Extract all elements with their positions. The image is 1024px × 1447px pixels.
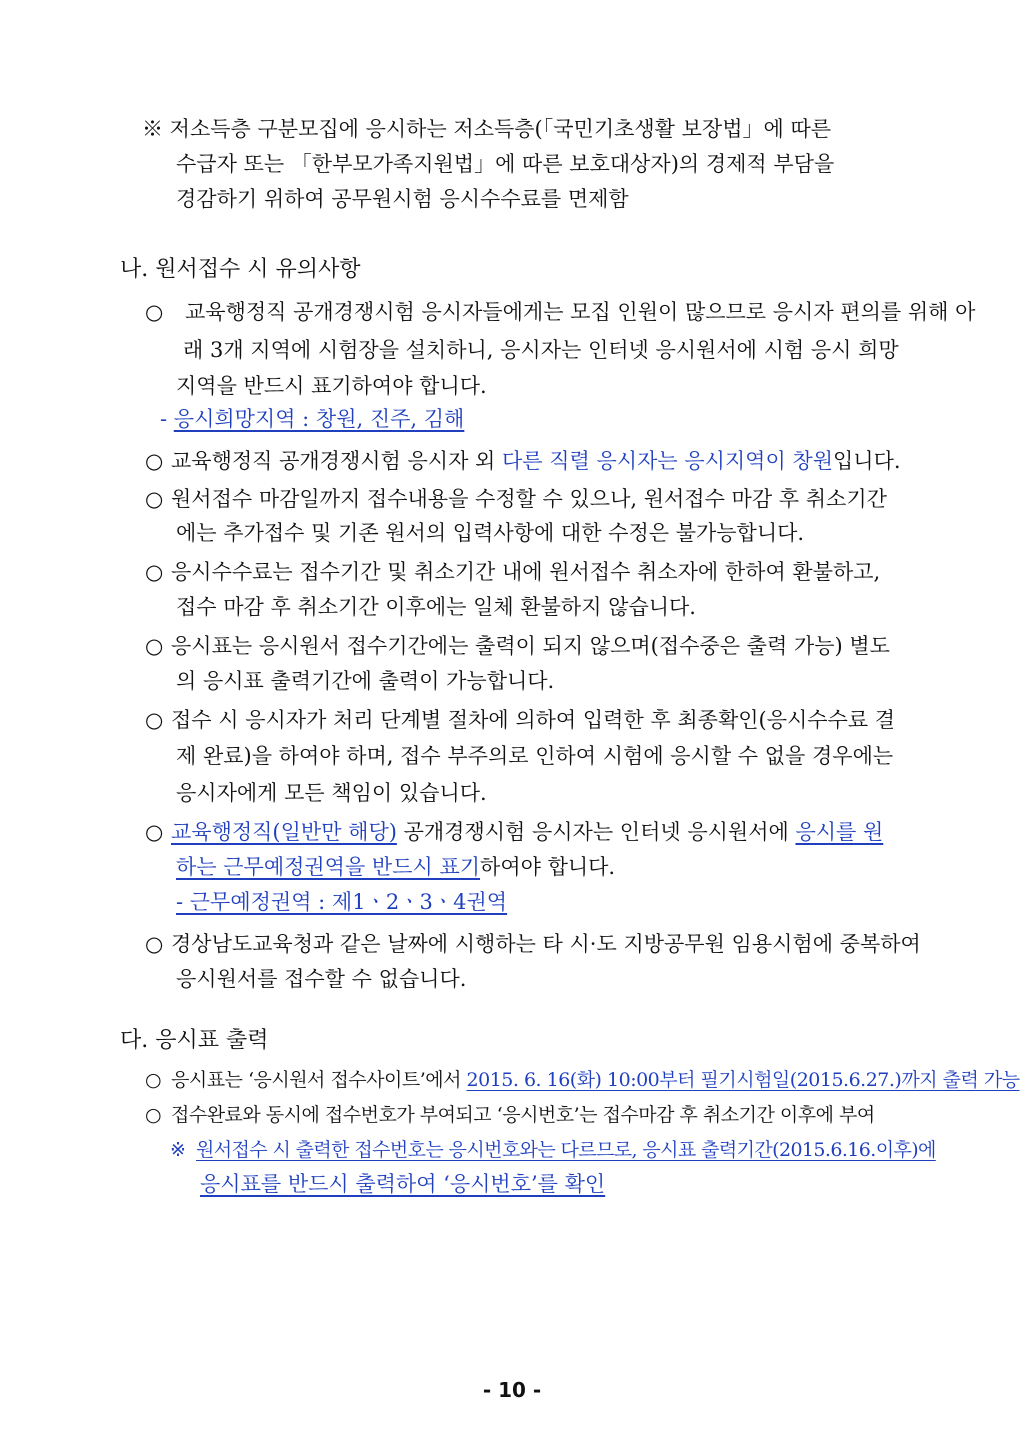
- na-item-2: [145, 445, 901, 477]
- na-item-7-blue-2: 응시를 원: [795, 820, 884, 844]
- da-item-1: [145, 1064, 1020, 1096]
- bullet-icon: ○: [145, 449, 164, 473]
- na-item-7-line-2: [176, 851, 615, 883]
- na-item-1-line-2: 래 3개 지역에 시험장을 설치하니, 응시자는 인터넷 응시원서에 시험 응시 희망: [183, 338, 899, 362]
- na-item-4-line-2: 접수 마감 후 취소기간 이후에는 일체 환불하지 않습니다.: [176, 595, 696, 619]
- na-item-8-line-2: 응시원서를 접수할 수 없습니다.: [176, 967, 467, 991]
- da-item-1-blue: 2015. 6. 16(화) 10:00부터 필기시험일(2015.6.27.)까지 출력 가능: [466, 1069, 1020, 1091]
- bullet-icon: ○: [145, 708, 164, 732]
- work-region-sub: - 근무예정권역 : 제1ㆍ2ㆍ3ㆍ4권역: [176, 890, 508, 914]
- bullet-icon: ○: [145, 820, 164, 844]
- da-note-line-2: 응시표를 반드시 출력하여 ‘응시번호’를 확인: [200, 1172, 606, 1196]
- na-item-8-text-1: 경상남도교육청과 같은 날짜에 시행하는 타 시·도 지방공무원 임용시험에 중복하여: [171, 932, 921, 956]
- na-item-2-pre: 교육행정직 공개경쟁시험 응시자 외: [171, 449, 502, 473]
- na-item-7-blue-3: 하는 근무예정권역을 반드시 표기: [176, 855, 481, 879]
- section-na-heading: 나. 원서접수 시 유의사항: [120, 257, 361, 282]
- da-note-text-1: 원서접수 시 출력한 접수번호는 응시번호와는 다르므로, 응시표 출력기간(2015.6.16.이후)에: [196, 1139, 936, 1161]
- na-item-1-line-3: 지역을 반드시 표기하여야 합니다.: [176, 374, 487, 398]
- bullet-icon: ○: [145, 487, 164, 511]
- na-item-7-post: 하여야 합니다.: [480, 855, 616, 879]
- da-item-2-text: 접수완료와 동시에 접수번호가 부여되고 ‘응시번호’는 접수마감 후 취소기간 이후에 부여: [171, 1104, 875, 1126]
- na-item-6-text-1: 접수 시 응시자가 처리 단계별 절차에 의하여 입력한 후 최종확인(응시수수료 결: [171, 708, 896, 732]
- bullet-icon: ○: [145, 560, 164, 584]
- da-note-line-1: [170, 1134, 936, 1166]
- na-item-7-line-1: [145, 816, 883, 848]
- low-income-note-line-2: 수급자 또는 「한부모가족지원법」에 따른 보호대상자)의 경제적 부담을: [176, 152, 835, 176]
- bullet-icon: ○: [145, 300, 164, 324]
- da-item-1-pre: 응시표는 ‘응시원서 접수사이트’에서: [171, 1069, 467, 1091]
- na-item-3-text-1: 원서접수 마감일까지 접수내용을 수정할 수 있으나, 원서접수 마감 후 취소기간: [171, 487, 887, 511]
- low-income-note-line-3: 경감하기 위하여 공무원시험 응시수수료를 면제함: [176, 187, 629, 211]
- na-item-7-mid: 공개경쟁시험 응시자는 인터넷 응시원서에: [396, 820, 796, 844]
- bullet-icon: ○: [145, 1104, 162, 1126]
- na-item-3-line-1: [145, 483, 887, 515]
- na-item-8-line-1: [145, 928, 921, 960]
- dash: -: [160, 407, 174, 431]
- low-income-note-line-1: ※ 저소득층 구분모집에 응시하는 저소득층(「국민기초생활 보장법」에 따른: [142, 117, 832, 141]
- na-item-5-text-1: 응시표는 응시원서 접수기간에는 출력이 되지 않으며(접수중은 출력 가능) 별도: [171, 634, 890, 658]
- na-item-4-text-1: 응시수수료는 접수기간 및 취소기간 내에 원서접수 취소자에 한하여 환불하고,: [171, 560, 881, 584]
- na-item-2-post: 입니다.: [833, 449, 901, 473]
- na-item-4-line-1: [145, 556, 880, 588]
- na-item-5-line-2: 의 응시표 출력기간에 출력이 가능합니다.: [176, 669, 555, 693]
- da-item-2: [145, 1099, 875, 1131]
- na-item-3-line-2: 에는 추가접수 및 기존 원서의 입력사항에 대한 수정은 불가능합니다.: [176, 521, 805, 545]
- bullet-icon: ○: [145, 634, 164, 658]
- page-number: - 10 -: [482, 1378, 542, 1402]
- na-item-5-line-1: [145, 630, 890, 662]
- na-item-7-blue-1: 교육행정직(일반만 해당): [171, 820, 397, 844]
- na-item-6-line-2: 제 완료)을 하여야 하며, 접수 부주의로 인하여 시험에 응시할 수 없을 경우에는: [176, 744, 894, 768]
- bullet-icon: ○: [145, 932, 164, 956]
- na-item-1-text-1: 교육행정직 공개경쟁시험 응시자들에게는 모집 인원이 많으므로 응시자 편의를 위해 아: [185, 300, 976, 324]
- na-item-6-line-3: 응시자에게 모든 책임이 있습니다.: [176, 781, 487, 805]
- na-item-1-sub: [160, 403, 464, 435]
- na-item-2-blue: 다른 직렬 응시자는 응시지역이 창원: [502, 449, 833, 473]
- section-da-heading: 다. 응시표 출력: [120, 1028, 269, 1053]
- hope-region-text: 응시희망지역 : 창원, 진주, 김해: [173, 407, 465, 431]
- na-item-1-line-1: [145, 296, 975, 328]
- note-mark: ※: [170, 1139, 186, 1161]
- na-item-6-line-1: [145, 704, 895, 736]
- bullet-icon: ○: [145, 1069, 162, 1091]
